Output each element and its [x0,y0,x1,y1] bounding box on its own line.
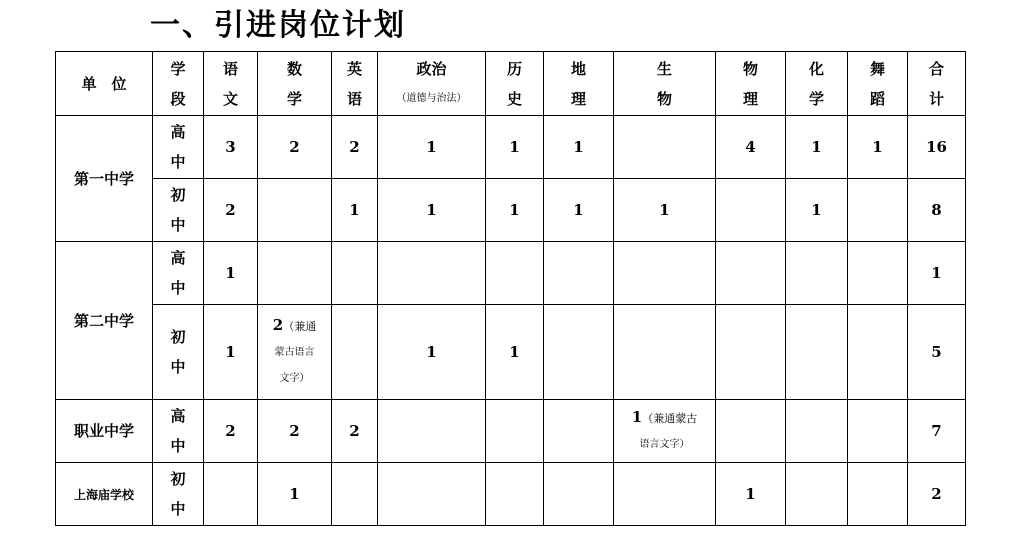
cell-physics [716,400,786,463]
header-row [56,52,966,116]
cell-chinese: 2 [204,400,258,463]
cell-math: 2（兼通 蒙古语言 文字） [258,305,332,400]
cell-physics: 4 [716,116,786,179]
cell-math: 1 [258,463,332,526]
header-chinese: 语 文 [204,52,258,116]
cell-geography [544,242,614,305]
header-history: 历 史 [486,52,544,116]
cell-politics [378,463,486,526]
cell-geography: 1 [544,179,614,242]
table-row [56,179,966,242]
cell-physics: 1 [716,463,786,526]
cell-physics [716,179,786,242]
cell-total: 7 [908,400,966,463]
cell-english: 1 [332,179,378,242]
cell-chemistry: 1 [786,116,848,179]
cell-math [258,242,332,305]
cell-politics [378,400,486,463]
unit-cell: 上海庙学校 [56,463,153,526]
unit-cell: 第一中学 [56,116,153,242]
segment-cell: 高 中 [153,242,204,305]
cell-dance [848,463,908,526]
cell-history: 1 [486,179,544,242]
cell-chemistry: 1 [786,179,848,242]
cell-total: 2 [908,463,966,526]
header-biology: 生 物 [614,52,716,116]
cell-dance [848,179,908,242]
cell-english: 2 [332,116,378,179]
table-row [56,305,966,400]
cell-chemistry [786,242,848,305]
unit-cell: 第二中学 [56,242,153,400]
cell-chemistry [786,305,848,400]
cell-geography: 1 [544,116,614,179]
cell-english [332,305,378,400]
table-row [56,116,966,179]
cell-total: 8 [908,179,966,242]
segment-cell: 高 中 [153,400,204,463]
cell-math: 2 [258,400,332,463]
cell-dance: 1 [848,116,908,179]
header-chemistry: 化 学 [786,52,848,116]
cell-geography [544,305,614,400]
header-geography: 地 理 [544,52,614,116]
segment-cell: 初 中 [153,463,204,526]
cell-history [486,463,544,526]
cell-biology [614,116,716,179]
recruitment-plan-table [55,51,966,526]
cell-politics: 1 [378,116,486,179]
header-physics: 物 理 [716,52,786,116]
cell-total: 5 [908,305,966,400]
cell-geography [544,400,614,463]
table-row [56,463,966,526]
cell-politics: 1 [378,305,486,400]
cell-english [332,463,378,526]
cell-chinese: 2 [204,179,258,242]
table-row [56,242,966,305]
header-politics: 政治 （道德与治法） [378,52,486,116]
segment-cell: 初 中 [153,179,204,242]
cell-chemistry [786,463,848,526]
cell-chinese: 1 [204,305,258,400]
cell-history [486,400,544,463]
header-total: 合 计 [908,52,966,116]
header-unit: 单 位 [56,52,153,116]
header-segment: 学 段 [153,52,204,116]
cell-english: 2 [332,400,378,463]
cell-history [486,242,544,305]
cell-math [258,179,332,242]
cell-dance [848,400,908,463]
cell-chinese: 1 [204,242,258,305]
cell-dance [848,305,908,400]
header-dance: 舞 蹈 [848,52,908,116]
cell-dance [848,242,908,305]
page-title: 一、引进岗位计划 [150,8,406,43]
unit-cell: 职业中学 [56,400,153,463]
cell-biology [614,463,716,526]
cell-total: 1 [908,242,966,305]
cell-total: 16 [908,116,966,179]
header-math: 数 学 [258,52,332,116]
cell-history: 1 [486,305,544,400]
cell-physics [716,242,786,305]
cell-biology [614,305,716,400]
cell-chemistry [786,400,848,463]
cell-geography [544,463,614,526]
cell-chinese: 3 [204,116,258,179]
cell-biology: 1（兼通蒙古 语言文字） [614,400,716,463]
cell-math: 2 [258,116,332,179]
segment-cell: 高 中 [153,116,204,179]
cell-politics: 1 [378,179,486,242]
cell-politics [378,242,486,305]
cell-english [332,242,378,305]
cell-biology: 1 [614,179,716,242]
cell-physics [716,305,786,400]
segment-cell: 初 中 [153,305,204,400]
cell-history: 1 [486,116,544,179]
cell-biology [614,242,716,305]
table-row [56,400,966,463]
cell-chinese [204,463,258,526]
header-english: 英 语 [332,52,378,116]
